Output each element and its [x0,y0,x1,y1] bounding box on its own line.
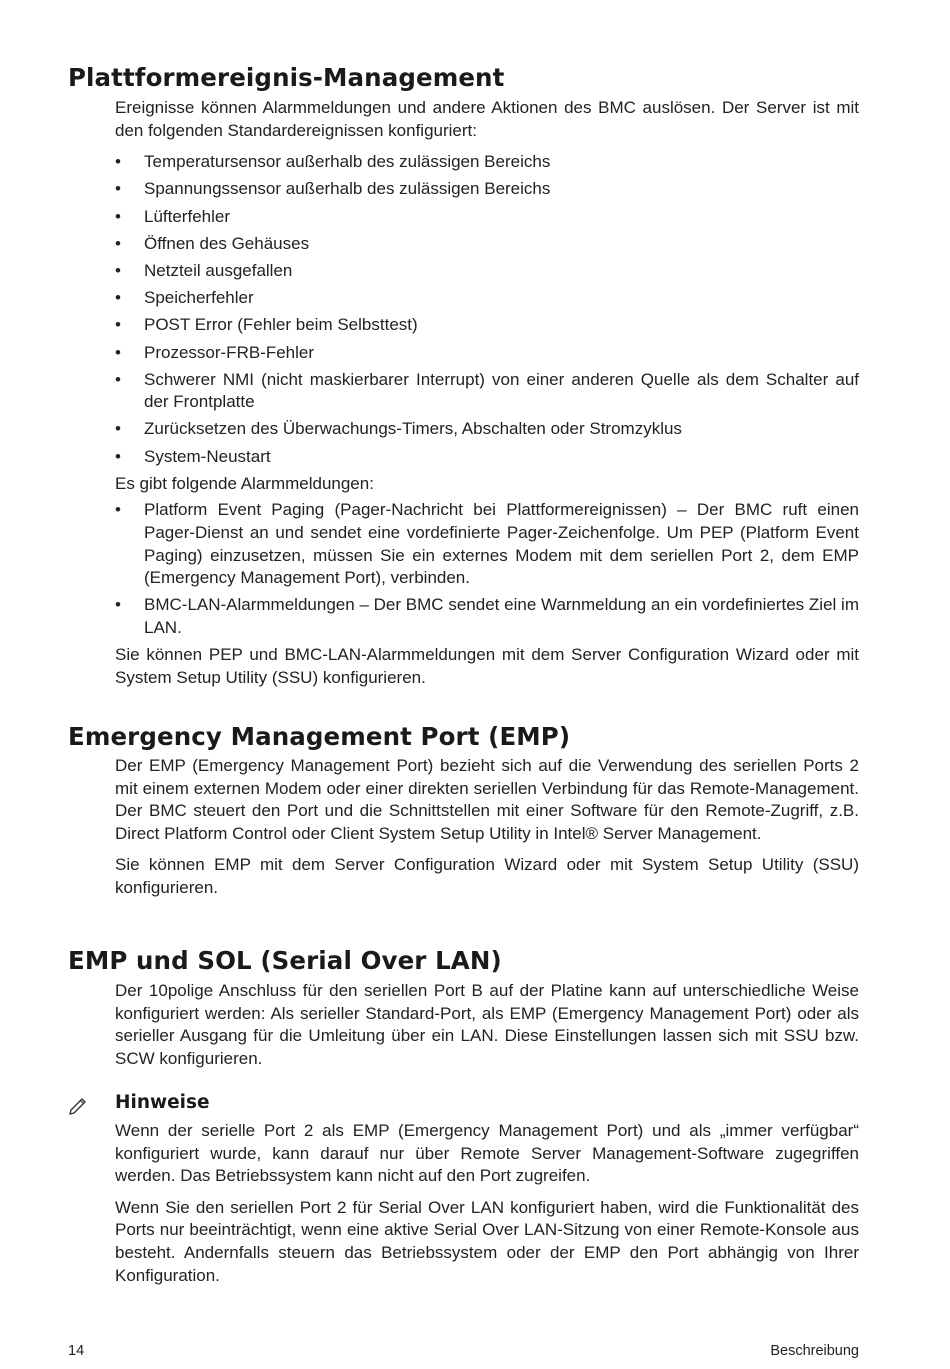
list-item: • Prozessor-FRB-Fehler [115,342,315,362]
section-notes-body [115,1120,859,1287]
list-item: • Öffnen des Gehäuses [115,233,310,253]
pem-closing: Sie können PEP und BMC-LAN-Alarmmeldungen mit dem Server Configuration Wizard oder mit System Setup Utility (SSU) konfigurieren. [115,645,859,687]
list-item: • Schwerer NMI (nicht maskierbarer Interrupt) von einer anderen Quelle als dem Schalter auf der Frontplatte [115,369,859,412]
pencil-icon [68,1094,90,1116]
list-item: • System-Neustart [115,446,271,466]
page-number: 14 [68,1343,85,1359]
emp-paragraph: Sie können EMP mit dem Server Configuration Wizard oder mit System Setup Utility (SSU) konfigurieren. [115,855,859,897]
list-item: • Lüfterfehler [115,206,230,226]
list-item: • Temperatursensor außerhalb des zulässigen Bereichs [115,152,551,172]
notes-heading: Hinweise [115,1092,210,1113]
list-item: • BMC-LAN-Alarmmeldungen – Der BMC sendet eine Warnmeldung an ein vordefiniertes Ziel im LAN. [115,595,859,637]
footer-section-name: Beschreibung [770,1343,859,1359]
list-item: • POST Error (Fehler beim Selbsttest) [115,315,418,335]
heading-emp: Emergency Management Port (EMP) [68,722,571,751]
sol-paragraph: Der 10polige Anschluss für den seriellen Port B auf der Platine kann auf unterschiedliche Weise konfiguriert werden: Als serieller Standard-Port, als EMP (Emergency Management Port) oder als serieller Ausgang für die Umleitung über ein LAN. Diese Einstellungen lassen sich mit SSU bzw. SCW konfigurieren. [115,981,859,1068]
list-item: • Platform Event Paging (Pager-Nachricht bei Plattformereignissen) – Der BMC ruft einen Pager-Dienst an und sendet eine vordefinierte Pager-Zeichenfolge. Um PEP (Platform Event Paging) einzusetzen, müssen Sie ein externes Modem mit dem seriellen Port 2, dem EMP (Emergency Management Port), verbinden. [115,500,859,588]
event-list [115,151,859,468]
pem-intro: Ereignisse können Alarmmeldungen und andere Aktionen des BMC auslösen. Der Server ist mit den folgenden Standardereignissen konfiguriert: [115,98,859,140]
heading-emp-sol: EMP und SOL (Serial Over LAN) [68,946,502,975]
list-item: • Zurücksetzen des Überwachungs-Timers, Abschalten oder Stromzyklus [115,419,682,439]
list-item: • Speicherfehler [115,288,254,308]
section-emp-body [115,755,859,900]
note-paragraph: Wenn der serielle Port 2 als EMP (Emergency Management Port) und als „immer verfügbar“ konfiguriert wurde, kann darauf nur über Remote Server Management-Software zugegriffen werden. Das Betriebssystem kann nicht auf den Port zugreifen. [115,1121,859,1186]
emp-paragraph: Der EMP (Emergency Management Port) bezieht sich auf die Verwendung des seriellen Ports 2 mit einem externen Modem oder einer direkten seriellen Verbindung für das Remote-Management. Der BMC steuert den Port und die Schnittstellen mit einer Software für den Remote-Zugriff, z.B. Direct Platform Control oder Client System Setup Utility in Intel® Server Management. [115,756,859,843]
section-pem-body [115,97,859,689]
section-sol-body [115,980,859,1070]
note-paragraph: Wenn Sie den seriellen Port 2 für Serial Over LAN konfiguriert haben, wird die Funktionalität des Ports nur beeinträchtigt, wenn eine aktive Serial Over LAN-Sitzung von einer Remote-Konsole aus besteht. Andernfalls steuern das Betriebssystem oder der EMP den Port abhängig von Ihrer Konfiguration. [115,1197,859,1285]
alarm-intro: Es gibt folgende Alarmmeldungen: [115,473,374,493]
list-item: • Spannungssensor außerhalb des zulässigen Bereichs [115,179,551,199]
alarm-list [115,499,859,639]
list-item: • Netzteil ausgefallen [115,260,293,280]
heading-platform-event-management: Plattformereignis-Management [68,63,505,92]
